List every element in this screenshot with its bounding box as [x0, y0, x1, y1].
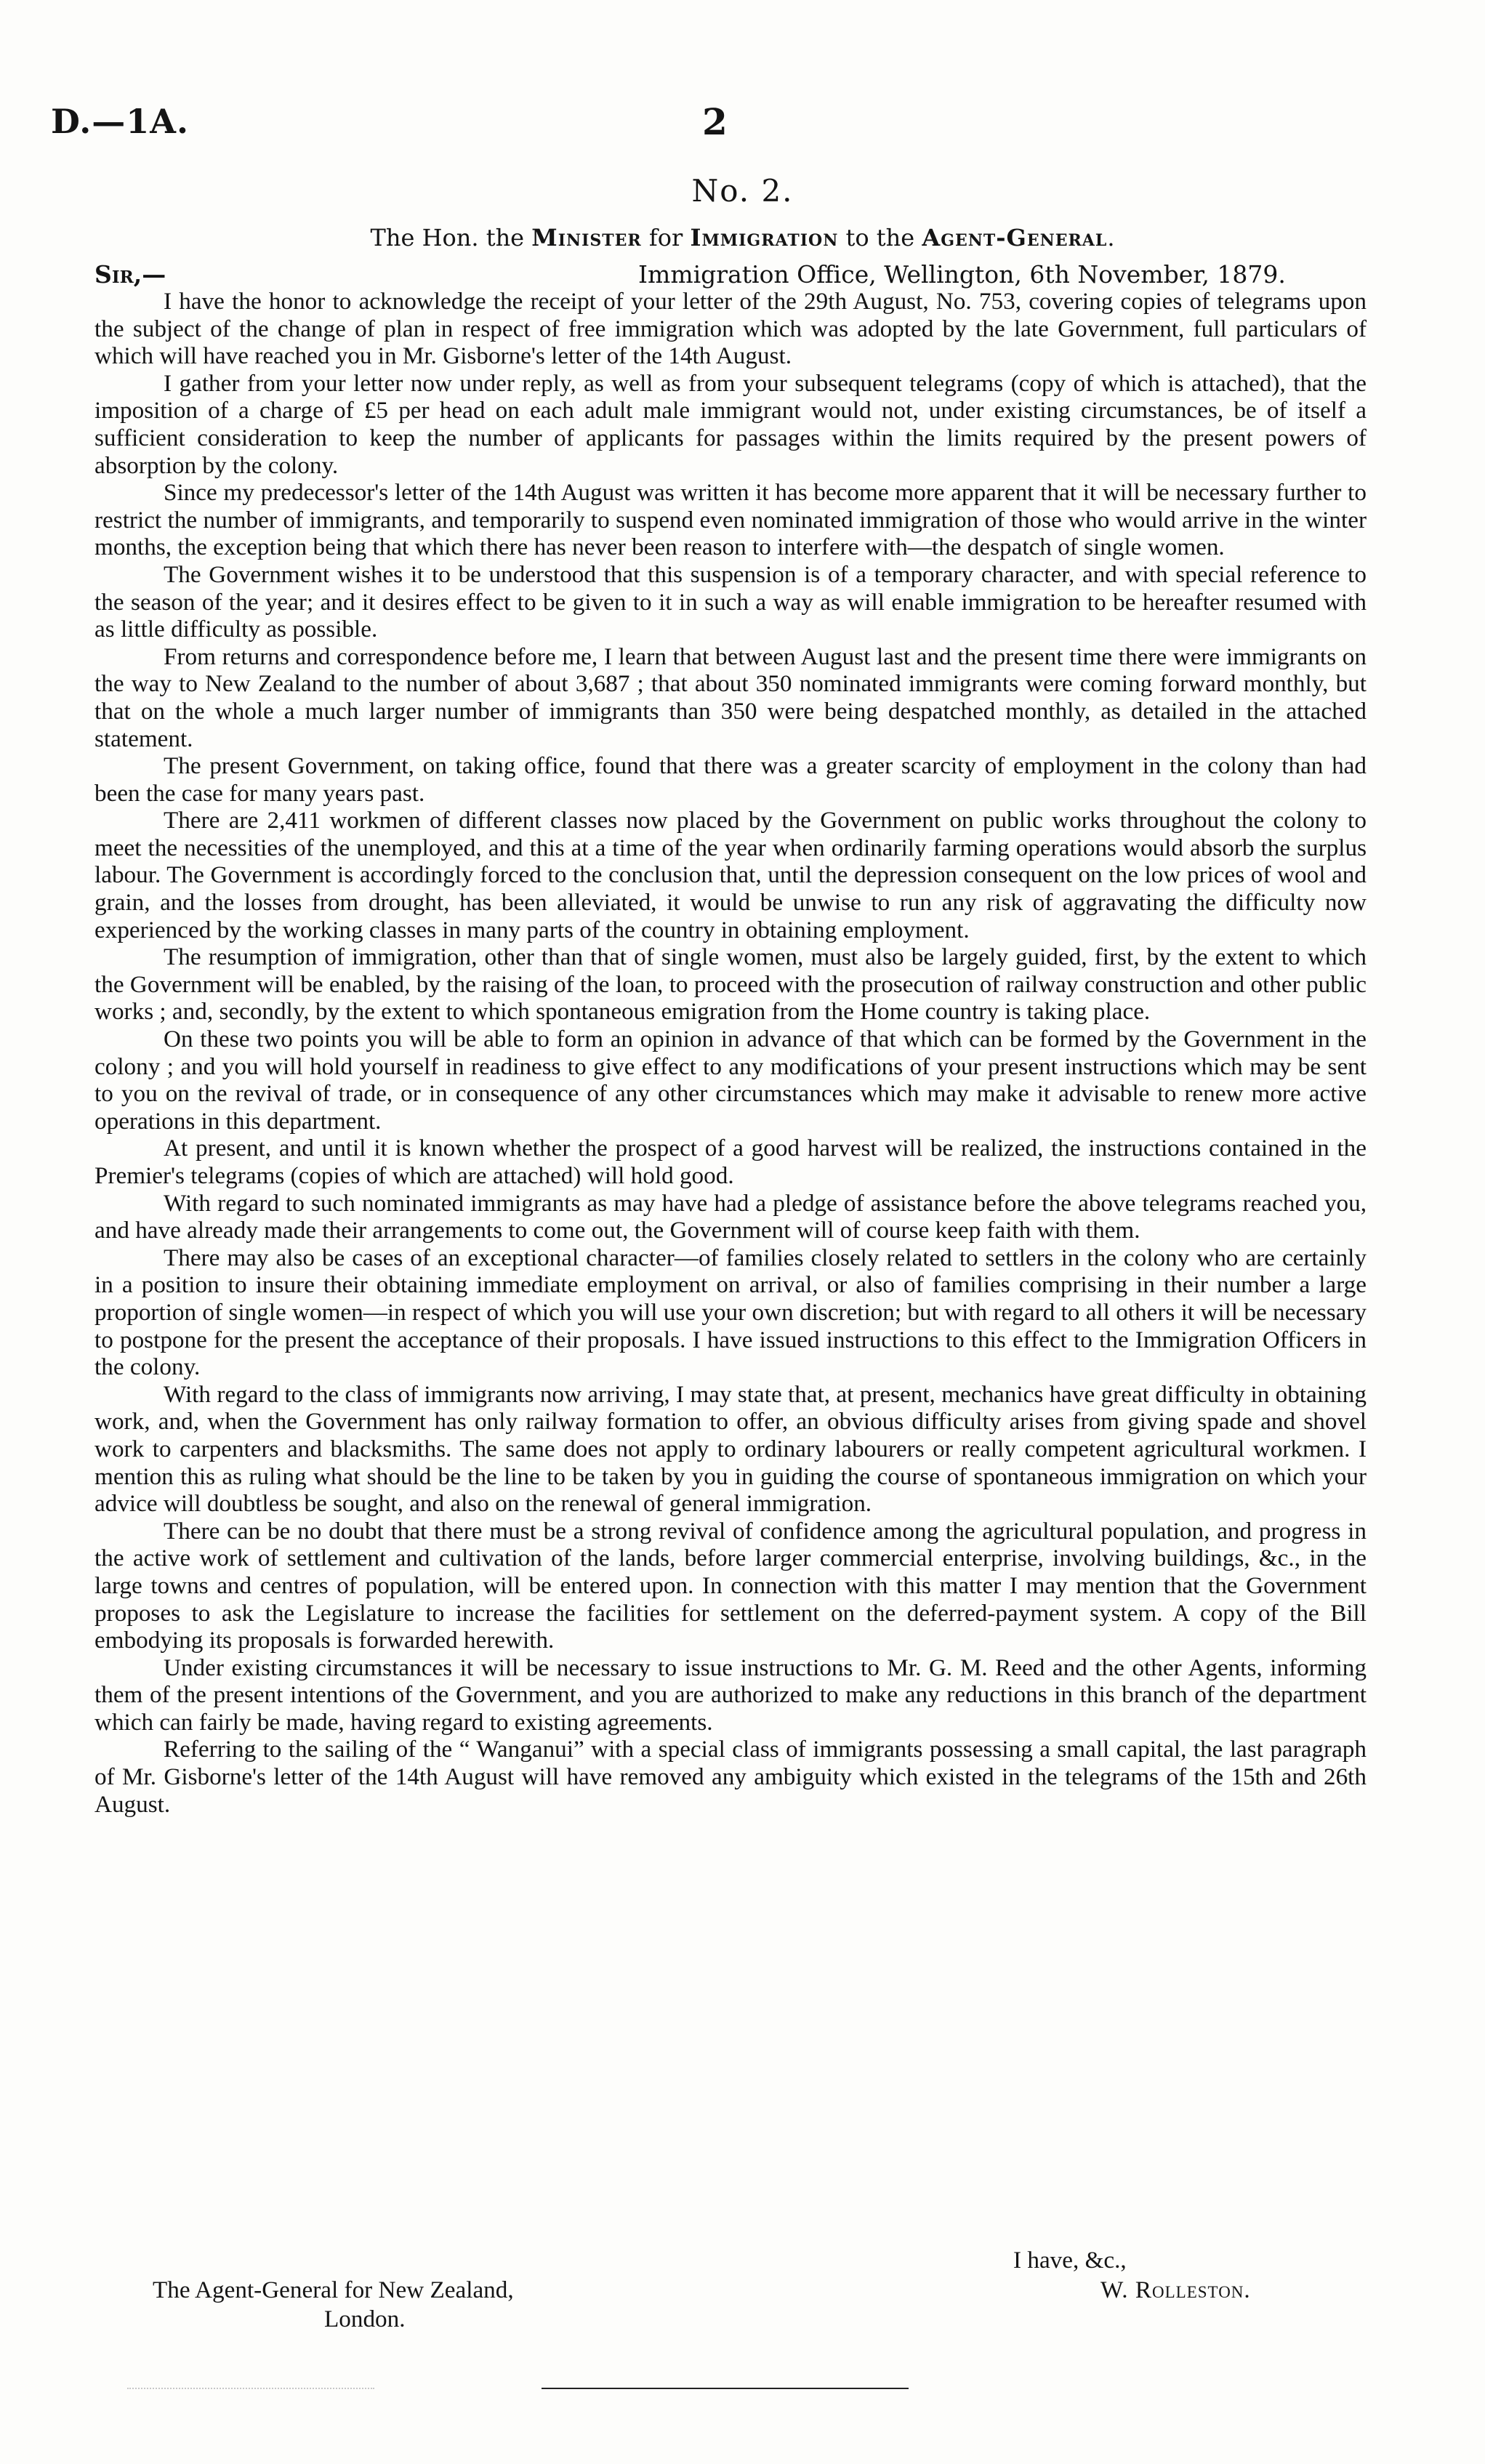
faint-divider: [127, 2388, 374, 2389]
paragraph: Since my predecessor's letter of the 14th August was written it has become more apparent that it will be necessary further to restrict the number of immigrants, and temporarily to suspend even nominated immigration of those who would arrive in the winter months, the exception being that which there has never been reason to interfere with—the despatch of single women.: [94, 479, 1367, 561]
paragraph: Under existing circumstances it will be necessary to issue instructions to Mr. G. M. Reed and the other Agents, informing them of the present intentions of the Government, and you are authorized to make any reductions in this branch of the department which can fairly be made, having regard to existing agreements.: [94, 1654, 1367, 1736]
letter-number: No. 2.: [691, 173, 794, 209]
paragraph: I have the honor to acknowledge the receipt of your letter of the 29th August, No. 753, covering copies of telegrams upon the subject of the change of plan in respect of free immigration which was adopted by the late Government, full particulars of which will have reached you in Mr. Gisborne's letter of the 14th August.: [94, 288, 1367, 370]
closing: I have, &c.,: [1013, 2247, 1127, 2274]
salutation: Sir,—: [94, 260, 166, 289]
from-title: Minister: [531, 224, 642, 251]
paragraph: At present, and until it is known whether the prospect of a good harvest will be realized, the instructions contained in the Premier's telegrams (copies of which are attached) will hold good.: [94, 1135, 1367, 1189]
paragraph: I gather from your letter now under reply, as well as from your subsequent telegrams (copy of which is attached), that the imposition of a charge of £5 per head on each adult male immigrant would not, under existing circumstances, be of itself a sufficient consideration to keep the number of applicants for passages within the limits required by the present powers of absorption by the colony.: [94, 369, 1367, 479]
paragraph: The Government wishes it to be understood that this suspension is of a temporary character, and with special reference to the season of the year; and it desires effect to be given to it in such a way as will enable immigration to be hereafter resumed with as little difficulty as possible.: [94, 560, 1367, 643]
paragraph: With regard to such nominated immigrants as may have had a pledge of assistance before the above telegrams reached you, and have already made their arrangements to come out, the Government will of course keep faith with them.: [94, 1189, 1367, 1244]
paragraph: There can be no doubt that there must be a strong revival of confidence among the agricultural population, and progress in the active work of settlement and cultivation of the lands, before larger commercial enterprise, involving buildings, &c., in the large towns and centres of population, will be entered upon. In connection with this matter I may mention that the Government proposes to ask the Legislature to increase the facilities for settlement on the deferred-payment system. A copy of the Bill embodying its proposals is forwarded herewith.: [94, 1517, 1367, 1654]
to-prefix: to the: [838, 224, 922, 251]
place-and-date: Immigration Office, Wellington, 6th November, 1879.: [638, 260, 1286, 289]
divider-rule: [542, 2388, 909, 2389]
from-department: Immigration: [690, 224, 839, 251]
paragraph: Referring to the sailing of the “ Wanganui” with a special class of immigrants possessing a small capital, the last paragraph of Mr. Gisborne's letter of the 14th August will have removed any ambiguity which existed in the telegrams of the 15th and 26th August.: [94, 1736, 1367, 1818]
to-title: Agent-General: [922, 224, 1108, 251]
addressee: The Agent-General for New Zealand,: [153, 2276, 514, 2303]
to-suffix: .: [1107, 224, 1115, 251]
letter-address-line: [0, 224, 1485, 251]
paragraph: The present Government, on taking office, found that there was a greater scarcity of employment in the colony than had been the case for many years past.: [94, 752, 1367, 807]
paragraph: On these two points you will be able to form an opinion in advance of that which can be formed by the Government in the colony ; and you will hold yourself in readiness to give effect to any modifications of your present instructions which may be sent to you on the revival of trade, or in consequence of any other circumstances which may make it advisable to renew more active operations in this department.: [94, 1026, 1367, 1135]
from-prefix: The Hon. the: [370, 224, 532, 251]
paragraph: There may also be cases of an exceptional character—of families closely related to settlers in the colony who are certainly in a position to insure their obtaining immediate employment on arrival, or also of families comprising in their number a large proportion of single women—in respect of which you will use your own discretion; but with regard to all others it will be necessary to postpone for the present the acceptance of their proposals. I have issued instructions to this effect to the Immigration Officers in the colony.: [94, 1244, 1367, 1381]
paragraph: With regard to the class of immigrants now arriving, I may state that, at present, mechanics have great difficulty in obtaining work, and, when the Government has only railway formation to offer, an obvious difficulty arises from giving spade and shovel work to carpenters and blacksmiths. The same does not apply to ordinary labourers or really competent agricultural workmen. I mention this as ruling what should be the line to be taken by you in guiding the course of spontaneous immigration on which your advice will doubtless be sought, and also on the renewal of general immigration.: [94, 1380, 1367, 1518]
addressee-city: London.: [324, 2306, 406, 2332]
signature: W. Rolleston.: [1100, 2276, 1251, 2303]
page-number: 2: [702, 100, 728, 143]
letter-body: [94, 288, 1367, 1818]
paragraph: There are 2,411 workmen of different classes now placed by the Government on public works throughout the colony to meet the necessities of the unemployed, and this at a time of the year when ordinarily farming operations would absorb the surplus labour. The Government is accordingly forced to the conclusion that, until the depression consequent on the low prices of wool and grain, and the losses from drought, has been alleviated, it would be unwise to run any risk of aggravating the difficulty now experienced by the working classes in many parts of the country in obtaining employment.: [94, 807, 1367, 943]
paragraph: The resumption of immigration, other than that of single women, must also be largely guided, first, by the extent to which the Government will be enabled, by the raising of the loan, to proceed with the prosecution of railway construction and other public works ; and, secondly, by the extent to which spontaneous emigration from the Home country is taking place.: [94, 943, 1367, 1026]
paragraph: From returns and correspondence before me, I learn that between August last and the present time there were immigrants on the way to New Zealand to the number of about 3,687 ; that about 350 nominated immigrants were coming forward monthly, but that on the whole a much larger number of immigrants than 350 were being despatched monthly, as detailed in the attached statement.: [94, 643, 1367, 752]
from-mid: for: [641, 224, 691, 251]
document-reference: D.—1A.: [51, 102, 189, 141]
